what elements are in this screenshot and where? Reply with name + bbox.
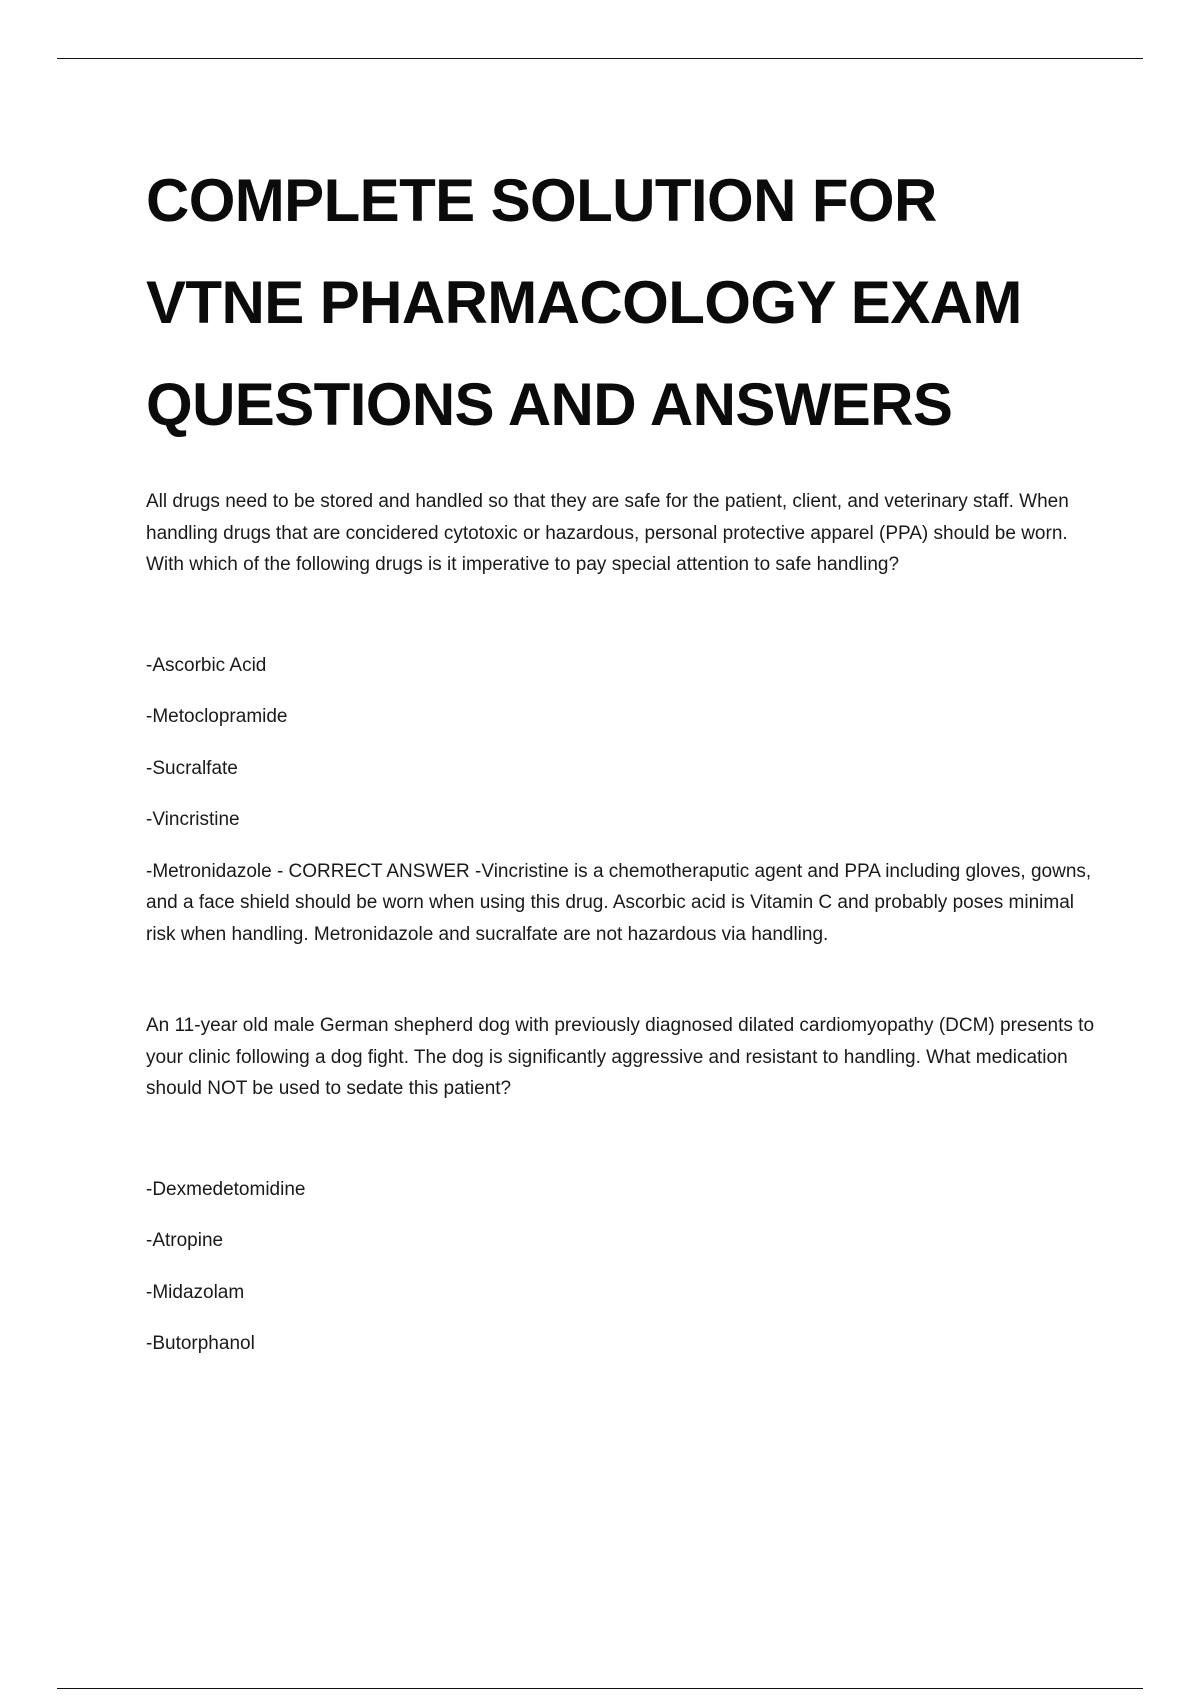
question-prompt: An 11-year old male German shepherd dog with previously diagnosed dilated cardiomyopathy (DCM) presents to your clinic following a dog fight. The dog is significantly aggressive and resistant to handling. What medication should NOT be used to sedate this patient?	[146, 1015, 1095, 1099]
question-prompt: All drugs need to be stored and handled so that they are safe for the patient, client, and veterinary staff. When handling drugs that are concidered cytotoxic or hazardous, personal protective apparel (PPA) should be worn. With which of the following drugs is it imperative to pay special attention to safe handling?	[146, 491, 1069, 575]
option-item: -Midazolam	[146, 1281, 245, 1303]
option-item: -Dexmedetomidine	[146, 1178, 306, 1200]
bottom-rule	[57, 1688, 1143, 1689]
title-line: COMPLETE SOLUTION FOR	[146, 167, 937, 234]
question-block-2	[146, 1010, 1106, 1360]
question-block-1	[146, 486, 1106, 950]
top-rule	[57, 58, 1143, 59]
option-item: -Vincristine	[146, 809, 240, 830]
option-item: -Butorphanol	[146, 1333, 255, 1354]
document-body	[146, 150, 1106, 1380]
option-item: -Sucralfate	[146, 757, 238, 779]
option-label: -Metronidazole	[146, 860, 272, 882]
correct-answer-text: - CORRECT ANSWER -Vincristine is a chemotheraputic agent and PPA including gloves, gowns, and a face shield should be worn when using this drug. Ascorbic acid is Vitamin C and probably poses minimal risk when handling. Metronidazole and sucralfate are not hazardous via handling.	[146, 860, 1092, 945]
title-line: VTNE PHARMACOLOGY EXAM	[146, 269, 1022, 336]
option-item-with-answer	[146, 856, 1106, 951]
page-title	[146, 150, 1106, 456]
option-item: -Atropine	[146, 1230, 224, 1251]
title-line: QUESTIONS AND ANSWERS	[146, 371, 953, 438]
option-item: -Ascorbic Acid	[146, 654, 267, 676]
option-item: -Metoclopramide	[146, 706, 288, 727]
answer-options	[146, 650, 1106, 951]
answer-options	[146, 1174, 1106, 1360]
